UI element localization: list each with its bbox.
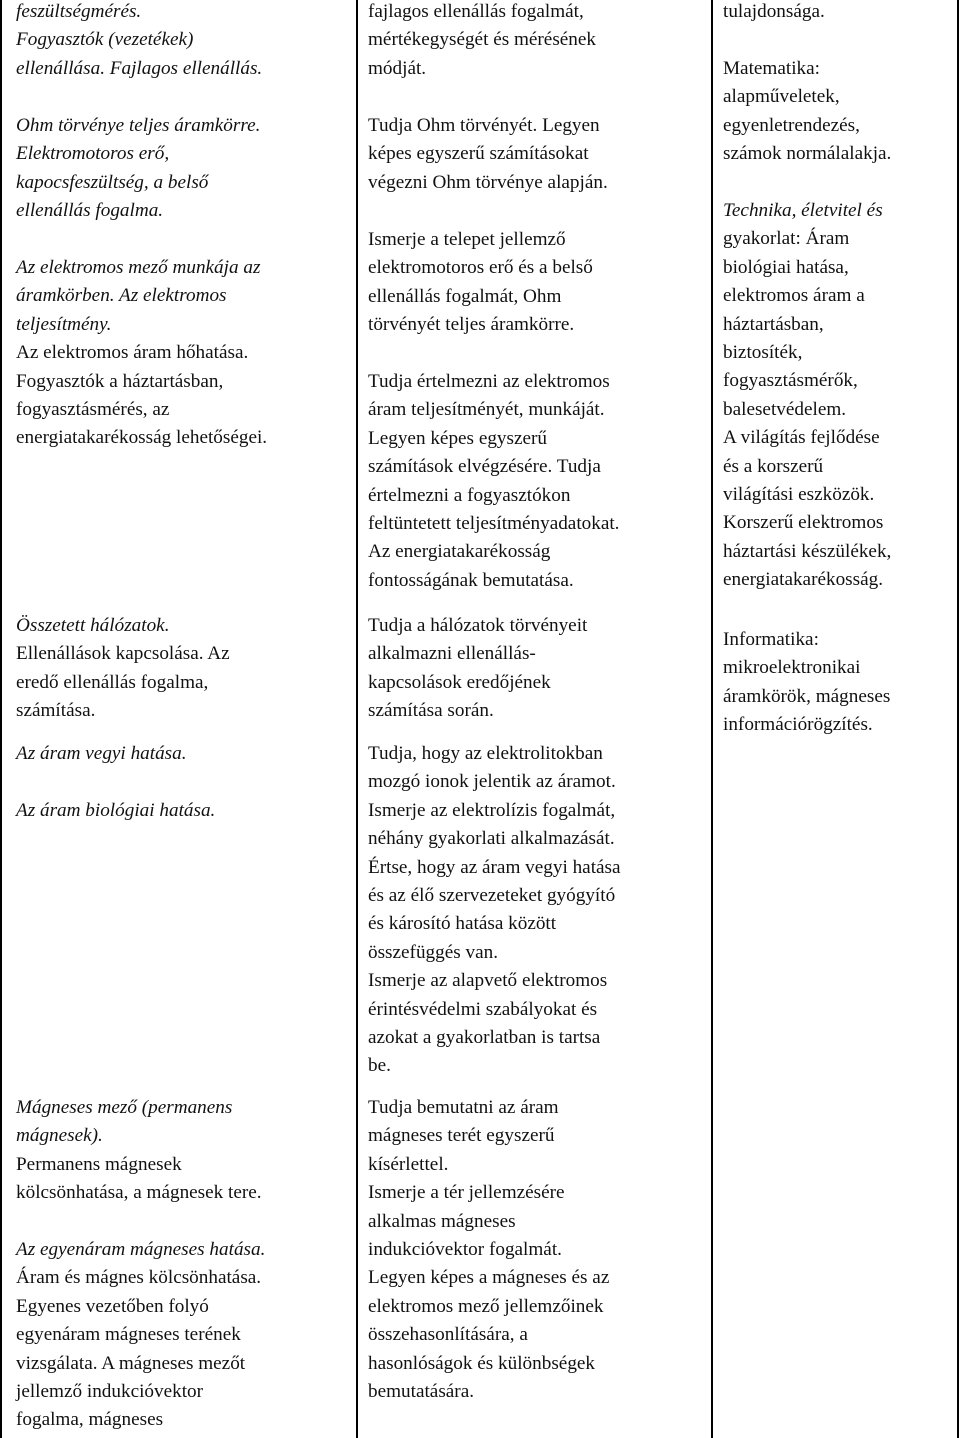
- text-line: Az energiatakarékosság: [368, 541, 551, 563]
- text-line: kölcsönhatása, a mágnesek tere.: [16, 1182, 262, 1204]
- text-line: Korszerű elektromos: [723, 512, 884, 534]
- requirement-block-magnetic: [368, 1094, 609, 1406]
- text-line: áram teljesítményét, munkáját.: [368, 399, 605, 421]
- text-line: mértékegységét és mérésének: [368, 29, 597, 51]
- topic-block-biological: [16, 797, 215, 825]
- table-border-right: [957, 0, 959, 1438]
- text-line: Az elektromos mező munkája az: [16, 257, 261, 278]
- text-line: Ismerje az alapvető elektromos: [368, 970, 608, 992]
- text-line: Legyen képes a mágneses és az: [368, 1267, 610, 1289]
- text-line: Tudja a hálózatok törvényeit: [368, 615, 588, 636]
- text-line: összefüggés van.: [368, 941, 499, 963]
- topic-block-chemical: [16, 740, 187, 768]
- text-line: világítási eszközök.: [723, 484, 875, 506]
- text-line: Tudja Ohm törvényét. Legyen: [368, 115, 600, 136]
- text-line: számok normálalakja.: [723, 143, 892, 165]
- text-line: Informatika:: [723, 629, 819, 650]
- text-line: energiatakarékosság lehetőségei.: [16, 427, 268, 449]
- text-line: érintésvédelmi szabályokat és: [368, 998, 598, 1020]
- requirement-block-power: [368, 368, 619, 595]
- text-line: biológiai hatása,: [723, 256, 849, 278]
- requirement-block-electrolysis: [368, 740, 621, 1081]
- text-line: tulajdonsága.: [723, 1, 825, 22]
- text-line: Egyenes vezetőben folyó: [16, 1295, 209, 1317]
- text-line: jellemző indukcióvektor: [16, 1381, 204, 1403]
- topic-block-work-power: [16, 254, 267, 453]
- connection-block-property: [723, 0, 825, 26]
- text-line: Áram és mágnes kölcsönhatása.: [16, 1267, 262, 1289]
- text-line: fogyasztásmérés, az: [16, 399, 170, 421]
- text-line: vizsgálata. A mágneses mezőt: [16, 1352, 246, 1374]
- text-line: teljesítmény.: [16, 313, 112, 335]
- text-line: értelmezni a fogyasztókon: [368, 484, 571, 506]
- text-line: Ismerje az elektrolízis fogalmát,: [368, 799, 616, 821]
- requirement-block-ohm: [368, 112, 608, 197]
- text-line: Permanens mágnesek: [16, 1153, 182, 1175]
- text-line: elektromotoros erő és a belső: [368, 257, 593, 279]
- text-line: módját.: [368, 57, 427, 79]
- text-line: Ellenállások kapcsolása. Az: [16, 643, 230, 665]
- topic-block-ohm: [16, 112, 260, 226]
- text-line: Ismerje a telepet jellemző: [368, 229, 566, 250]
- text-line: eredő ellenállás fogalma,: [16, 671, 209, 693]
- text-line: kapcsolások eredőjének: [368, 671, 551, 693]
- text-line: Tudja, hogy az elektrolitokban: [368, 743, 603, 764]
- text-line: végezni Ohm törvénye alapján.: [368, 171, 608, 193]
- text-line: Elektromotoros erő,: [16, 143, 170, 165]
- text-line: egyenáram mágneses terének: [16, 1324, 241, 1346]
- text-line: Az elektromos áram hőhatása.: [16, 342, 249, 364]
- topic-block-dc-magnetic: [16, 1236, 265, 1435]
- text-line: számítása során.: [368, 700, 494, 722]
- text-line: Értse, hogy az áram vegyi hatása: [368, 856, 621, 878]
- text-line: háztartási készülékek,: [723, 540, 892, 562]
- text-line: balesetvédelem.: [723, 398, 847, 420]
- text-line: be.: [368, 1055, 391, 1077]
- requirement-block-networks: [368, 612, 587, 726]
- text-line: gyakorlat: Áram: [723, 228, 850, 250]
- connection-block-technology: [723, 197, 891, 595]
- text-line: A világítás fejlődése: [723, 427, 880, 449]
- text-line: elektromos áram a: [723, 285, 865, 307]
- text-line: Fogyasztók (vezetékek): [16, 29, 194, 51]
- text-line: ellenállása. Fajlagos ellenállás.: [16, 57, 263, 79]
- text-line: ellenállás fogalma.: [16, 200, 164, 222]
- topic-block-networks: [16, 612, 230, 726]
- topic-block-resistance: [16, 0, 262, 83]
- text-line: és az élő szervezeteket gyógyító: [368, 885, 616, 907]
- text-line: bemutatására.: [368, 1381, 475, 1403]
- text-line: Tudja bemutatni az áram: [368, 1097, 559, 1118]
- text-line: információrögzítés.: [723, 714, 873, 736]
- text-line: feltüntetett teljesítményadatokat.: [368, 513, 620, 535]
- text-line: és a korszerű: [723, 455, 824, 477]
- text-line: Ohm törvénye teljes áramkörre.: [16, 115, 261, 136]
- requirement-block-emf: [368, 226, 593, 340]
- text-line: Az áram vegyi hatása.: [16, 743, 187, 764]
- text-line: és károsító hatása között: [368, 913, 557, 935]
- text-line: számítása.: [16, 700, 96, 722]
- text-line: hasonlóságok és különbségek: [368, 1352, 596, 1374]
- text-line: egyenletrendezés,: [723, 114, 860, 136]
- text-line: háztartásban,: [723, 313, 824, 335]
- text-line: összehasonlítására, a: [368, 1324, 528, 1346]
- text-line: fajlagos ellenállás fogalmát,: [368, 1, 584, 22]
- text-line: néhány gyakorlati alkalmazását.: [368, 828, 615, 850]
- column-divider-1: [356, 0, 358, 1438]
- text-line: fogyasztásmérők,: [723, 370, 858, 392]
- text-line: Összetett hálózatok.: [16, 615, 170, 636]
- text-line: Az áram biológiai hatása.: [16, 800, 216, 821]
- connection-block-informatics: [723, 626, 890, 740]
- text-line: számítások elvégzésére. Tudja: [368, 456, 601, 478]
- text-line: Ismerje a tér jellemzésére: [368, 1182, 565, 1204]
- text-line: alkalmazni ellenállás-: [368, 643, 536, 665]
- text-line: fontosságának bemutatása.: [368, 569, 574, 591]
- text-line: törvényét teljes áramkörre.: [368, 314, 575, 336]
- text-line: biztosíték,: [723, 342, 803, 364]
- text-line: alapműveletek,: [723, 86, 840, 108]
- text-line: mágneses terét egyszerű: [368, 1125, 555, 1147]
- text-line: mágnesek).: [16, 1125, 103, 1147]
- text-line: Matematika:: [723, 58, 820, 79]
- table-border-left: [0, 0, 2, 1438]
- text-line: Fogyasztók a háztartásban,: [16, 370, 224, 392]
- text-line: ellenállás fogalmát, Ohm: [368, 285, 562, 307]
- text-line: indukcióvektor fogalmát.: [368, 1239, 562, 1261]
- text-line: Az egyenáram mágneses hatása.: [16, 1239, 266, 1260]
- requirement-block-resistivity: [368, 0, 596, 83]
- text-line: Legyen képes egyszerű: [368, 427, 548, 449]
- text-line: Technika, életvitel és: [723, 200, 883, 221]
- text-line: fogalma, mágneses: [16, 1409, 164, 1431]
- text-line: áramkörök, mágneses: [723, 685, 891, 707]
- text-line: elektromos mező jellemzőinek: [368, 1295, 604, 1317]
- text-line: alkalmas mágneses: [368, 1210, 516, 1232]
- column-divider-2: [711, 0, 713, 1438]
- connection-block-math: [723, 55, 891, 169]
- text-line: mikroelektronikai: [723, 657, 861, 679]
- text-line: energiatakarékosság.: [723, 569, 884, 591]
- text-line: kapocsfeszültség, a belső: [16, 171, 209, 193]
- text-line: kísérlettel.: [368, 1153, 449, 1175]
- text-line: áramkörben. Az elektromos: [16, 285, 227, 307]
- text-line: Tudja értelmezni az elektromos: [368, 371, 610, 392]
- text-line: azokat a gyakorlatban is tartsa: [368, 1027, 601, 1049]
- text-line: mozgó ionok jelentik az áramot.: [368, 771, 616, 793]
- text-line: képes egyszerű számításokat: [368, 143, 589, 165]
- text-line: Mágneses mező (permanens: [16, 1097, 233, 1118]
- topic-block-magnetic-field: [16, 1094, 262, 1208]
- text-line: feszültségmérés.: [16, 1, 142, 22]
